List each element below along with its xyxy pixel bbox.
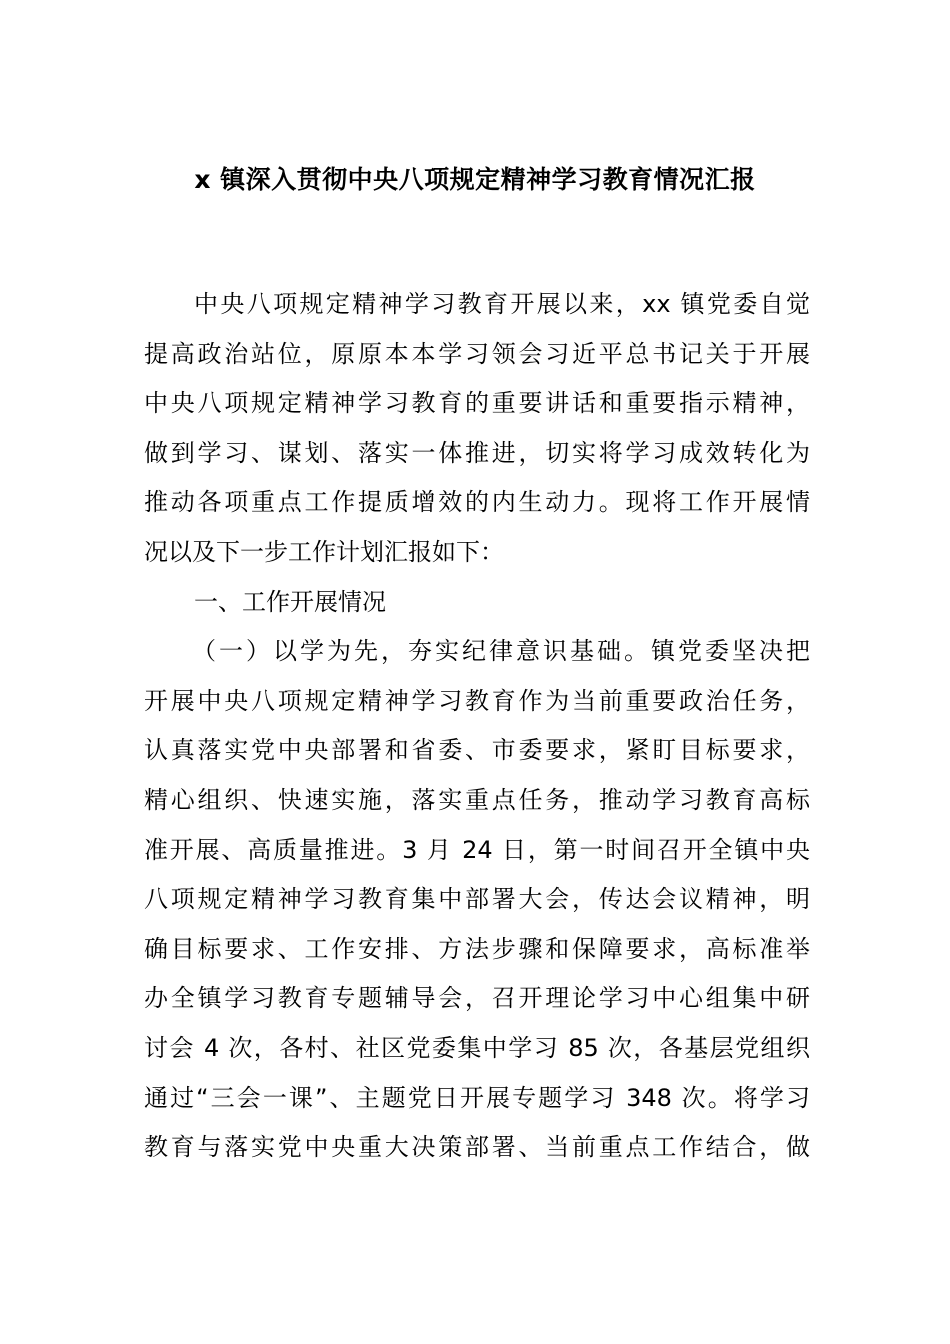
paragraph-line: 况以及下一步工作计划汇报如下： — [144, 537, 504, 566]
paragraph-line: 开展中央八项规定精神学习教育作为当前重要政治任务， — [144, 686, 810, 715]
paragraph-line: 教育与落实党中央重大决策部署、当前重点工作结合，做 — [144, 1133, 810, 1162]
paragraph-line: 提高政治站位，原原本本学习领会习近平总书记关于开展 — [144, 339, 810, 368]
paragraph-line: 八项规定精神学习教育集中部署大会，传达会议精神，明 — [144, 885, 810, 914]
paragraph-line: 做到学习、谋划、落实一体推进，切实将学习成效转化为 — [144, 438, 810, 467]
paragraph-line: 中央八项规定精神学习教育开展以来，xx 镇党委自觉 — [194, 290, 810, 318]
paragraph-line: 中央八项规定精神学习教育的重要讲话和重要指示精神， — [144, 389, 810, 418]
paragraph-line: 精心组织、快速实施，落实重点任务，推动学习教育高标 — [144, 785, 810, 814]
paragraph-line: 通过“三会一课”、主题党日开展专题学习 348 次。将学习 — [144, 1083, 810, 1112]
paragraph-line: 推动各项重点工作提质增效的内生动力。现将工作开展情 — [144, 488, 810, 517]
paragraph-line: 认真落实党中央部署和省委、市委要求，紧盯目标要求， — [144, 736, 810, 765]
document-body — [144, 280, 810, 1173]
paragraph-line: （一）以学为先，夯实纪律意识基础。镇党委坚决把 — [192, 637, 810, 666]
section-heading: 一、工作开展情况 — [194, 587, 386, 616]
paragraph-line: 办全镇学习教育专题辅导会，召开理论学习中心组集中研 — [144, 984, 810, 1013]
document-title: x 镇深入贯彻中央八项规定精神学习教育情况汇报 — [194, 165, 756, 194]
paragraph-line: 准开展、高质量推进。3 月 24 日，第一时间召开全镇中央 — [144, 835, 810, 864]
paragraph-line: 确目标要求、工作安排、方法步骤和保障要求，高标准举 — [144, 934, 810, 963]
paragraph-line: 讨会 4 次，各村、社区党委集中学习 85 次，各基层党组织 — [144, 1033, 810, 1062]
